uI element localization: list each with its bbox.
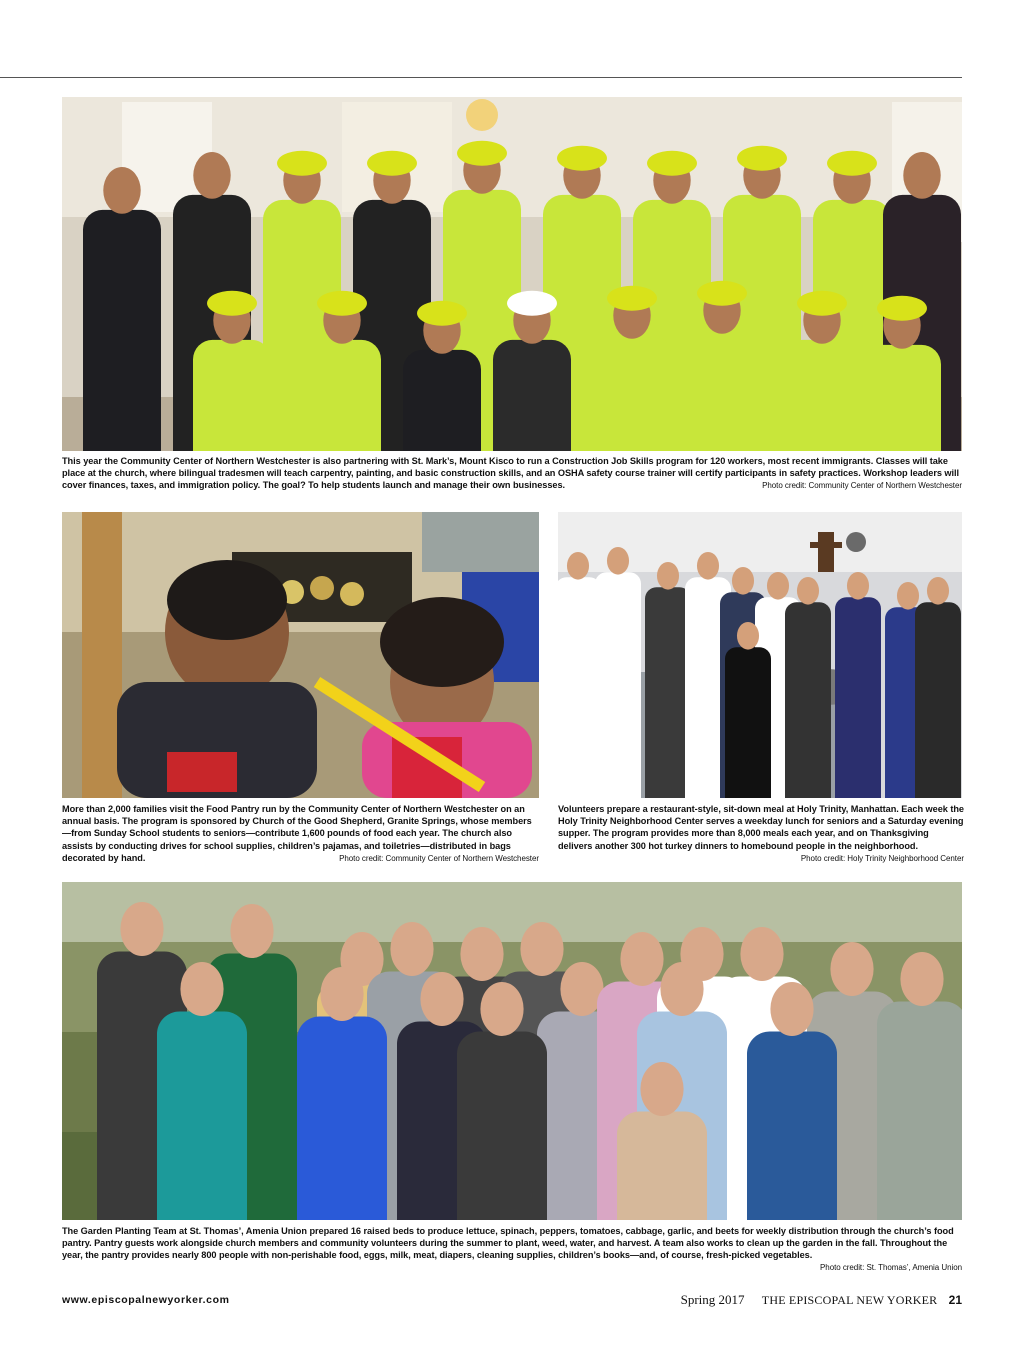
footer-magazine-name: THE EPISCOPAL NEW YORKER xyxy=(761,1293,938,1307)
construction-caption-text: This year the Community Center of Northern Westchester is also partnering with St. Mark’s, Mount Kisco to run a Construction Job Skills program for 120 workers, most recent immigrants. Classes will take place at the church, where bilingual tradesmen will teach carpentry, painting, and basic construction skills, and an OSHA safety course trainer will certify participants in safety practices. Workshop leaders will cover finances, taxes, and immigration policy. The goal? To help students launch and manage their own businesses. xyxy=(62,456,960,491)
holy-trinity-photo-credit: Photo credit: Holy Trinity Neighborhood Center xyxy=(800,853,964,863)
garden-caption-text: The Garden Planting Team at St. Thomas’, Amenia Union prepared 16 raised beds to produce lettuce, spinach, peppers, tomatoes, cabbage, garlic, and beets for weekly distribution through the church’s food pantry. Pantry guests work alongside church members and community volunteers during the summer to plant, weed, water, and harvest. A team also works to clean up the garden in the fall. Throughout the year, the pantry provides nearly 800 people with non-perishable food, eggs, milk, meat, diapers, cleaning supplies, children’s books—and, of course, fresh-picked vegetables. xyxy=(62,1226,954,1261)
construction-workers-photo xyxy=(62,97,962,451)
footer-page-number: 21 xyxy=(948,1293,962,1307)
top-rule xyxy=(0,77,962,78)
food-pantry-caption-text: More than 2,000 families visit the Food Pantry run by the Community Center of Northern Westchester on an annual basis. The program is sponsored by Church of the Good Shepherd, Granite Springs, whose members—from Sunday School students to seniors—contribute 1,600 pounds of food each year. The church also assists by conducting drives for school supplies, children’s pajamas, and toiletries—distributed in bags decorated by hand. xyxy=(62,804,532,863)
garden-planting-team-photo xyxy=(62,882,962,1220)
construction-caption xyxy=(62,455,962,493)
food-pantry-caption xyxy=(62,803,539,865)
food-pantry-children-photo xyxy=(62,512,539,798)
construction-photo-credit: Photo credit: Community Center of Northern Westchester xyxy=(762,481,962,491)
holy-trinity-caption-text: Volunteers prepare a restaurant-style, sit-down meal at Holy Trinity, Manhattan. Each week the Holy Trinity Neighborhood Center serves a weekday lunch for seniors and a Saturday evening supper. The program provides more than 8,000 meals each year, and on Thanksgiving delivers another 300 hot turkey dinners to homebound people in the neighborhood. xyxy=(558,804,964,851)
footer-issue-info xyxy=(681,1292,962,1308)
garden-photo-credit: Photo credit: St. Thomas’, Amenia Union xyxy=(820,1262,962,1272)
holy-trinity-volunteers-photo xyxy=(558,512,962,798)
holy-trinity-caption xyxy=(558,803,964,865)
garden-caption xyxy=(62,1225,962,1274)
footer-website-url: www.episcopalnewyorker.com xyxy=(62,1294,230,1306)
footer-season: Spring 2017 xyxy=(680,1292,745,1307)
food-pantry-photo-credit: Photo credit: Community Center of Northern Westchester xyxy=(339,853,539,863)
